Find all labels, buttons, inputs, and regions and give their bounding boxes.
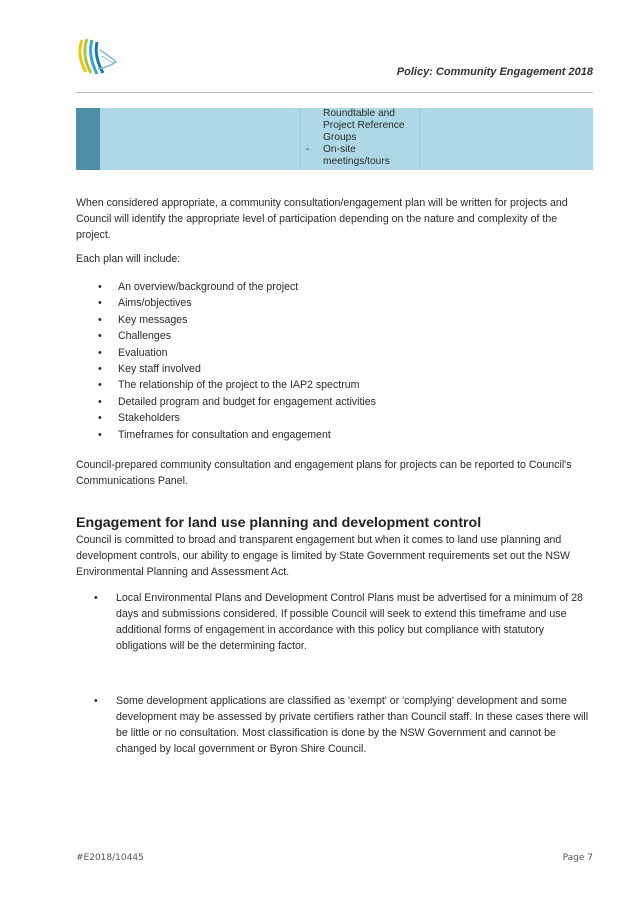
list-item: • Key staff involved — [98, 361, 588, 377]
header-divider — [76, 92, 593, 93]
list-item: • Local Environmental Plans and Development Control Plans must be advertised for a minimum of 28 days and submissions considered. If possible Council will seek to extend this timeframe and use additional forms of engagement in accordance with this policy but compliance with statutory obligations will be the determining factor. — [94, 590, 590, 654]
table-cell — [100, 108, 301, 170]
table-accent-cell — [76, 108, 100, 170]
list-item: • Stakeholders — [98, 410, 588, 426]
list-item: • Key messages — [98, 312, 588, 328]
table-fragment — [76, 108, 593, 170]
list-item: • Evaluation — [98, 345, 588, 361]
paragraph: Each plan will include: — [76, 253, 181, 265]
page-number: Page 7 — [562, 853, 593, 863]
council-logo — [76, 36, 120, 80]
paragraph: Council-prepared community consultation and engagement plans for projects can be reported to Council's Communications Panel. — [76, 459, 572, 487]
paragraph: When considered appropriate, a community consultation/engagement plan will be written for projects and Council will identify the appropriate level of participation depending on the nature and complexity of the project. — [76, 197, 568, 241]
document-title: Policy: Community Engagement 2018 — [396, 66, 593, 78]
list-item: • Detailed program and budget for engagement activities — [98, 394, 588, 410]
list-item: • Timeframes for consultation and engagement — [98, 427, 588, 443]
table-empty-cell — [420, 108, 593, 170]
document-reference: #E2018/10445 — [76, 853, 144, 863]
plan-items-list — [98, 279, 588, 443]
list-item: • An overview/background of the project — [98, 279, 588, 295]
paragraph: Council is committed to broad and transparent engagement but when it comes to land use planning and development controls, our ability to engage is limited by State Government requirements set out the NSW Environmental Planning and Assessment Act. — [76, 534, 571, 578]
table-items — [323, 108, 420, 170]
list-item: • Challenges — [98, 328, 588, 344]
table-item: On-site meetings/tours — [323, 144, 390, 167]
list-item: • Aims/objectives — [98, 295, 588, 311]
table-cell-list — [301, 108, 593, 170]
list-item: • Some development applications are classified as 'exempt' or 'complying' development and some development may be assessed by private certifiers rather than Council staff. In these cases there will be little or no consultation. Most classification is done by the NSW Government and cannot be changed by local government or Byron Shire Council. — [94, 693, 590, 757]
table-dash: - — [306, 144, 310, 155]
list-item: • The relationship of the project to the IAP2 spectrum — [98, 377, 588, 393]
table-item: Roundtable and Project Reference Groups — [323, 108, 405, 143]
section-heading: Engagement for land use planning and development control — [76, 515, 482, 531]
land-use-list — [94, 693, 590, 757]
land-use-list — [94, 590, 590, 654]
